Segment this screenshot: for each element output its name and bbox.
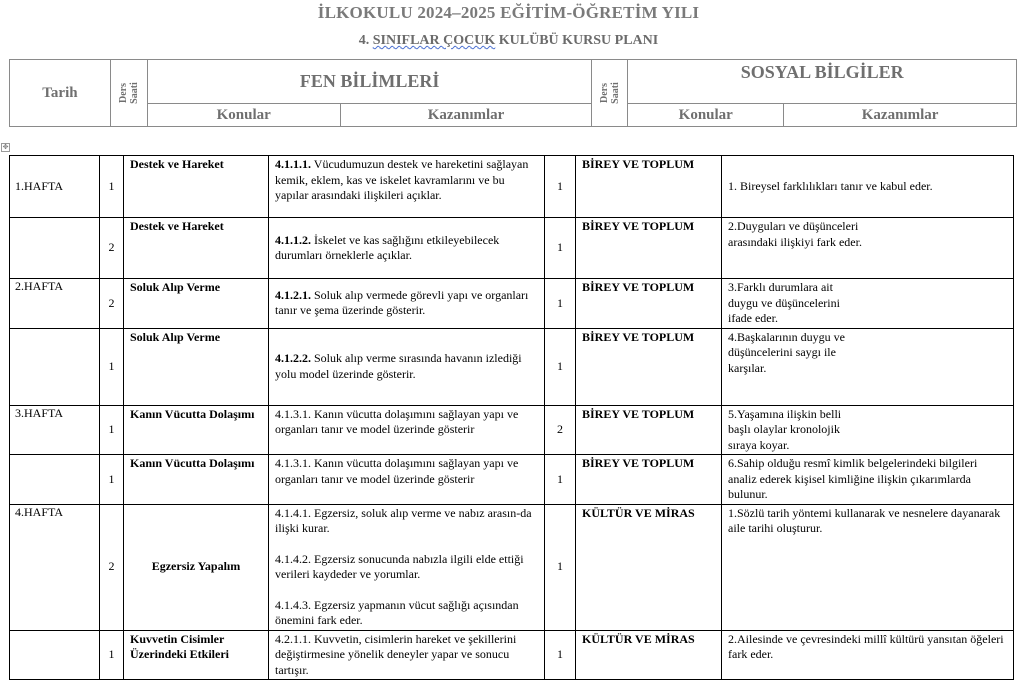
outcome-text: 4.1.3.1. Kanın vücutta dolaşımını sağlayan yapı ve organları tanır ve model üzerinde gösterir — [275, 406, 519, 436]
plan-table — [9, 155, 1014, 680]
social-topic-cell: KÜLTÜR VE MİRAS — [576, 504, 722, 630]
week-cell — [10, 328, 100, 405]
science-outcome-cell — [269, 455, 545, 505]
header-date: Tarih — [10, 60, 111, 127]
outcome-text: 4.1.4.1. Egzersiz, soluk alıp verme ve nabız arasın-da ilişki kurar. — [275, 505, 532, 535]
social-hours-cell: 1 — [545, 218, 576, 279]
header-science-topics: Konular — [147, 104, 340, 127]
header-social-topics: Konular — [628, 104, 784, 127]
social-hours-cell: 1 — [545, 504, 576, 630]
outcome-text: 4.1.4.3. Egzersiz yapmanın vücut sağlığı açısından önemini fark eder. — [275, 597, 519, 627]
social-outcome-cell: 6.Sahip olduğu resmî kimlik belgelerindeki bilgileri analiz ederek kişisel kimliğine ilişkin çıkarımlarda bulunur. — [722, 455, 1014, 505]
science-hours-cell: 1 — [100, 405, 124, 455]
social-hours-cell: 1 — [545, 455, 576, 505]
table-row — [10, 328, 1014, 405]
outcome-code: 4.1.1.1. — [275, 157, 311, 171]
science-hours-cell: 2 — [100, 504, 124, 630]
social-outcome-cell: 2.Duyguları ve düşünceleri arasındaki ilişkiyi fark eder. — [722, 218, 1014, 279]
outcome-code: 4.1.2.1. — [275, 287, 311, 302]
header-social: SOSYAL BİLGİLER — [628, 60, 1017, 104]
social-outcome-cell: 1. Bireysel farklılıkları tanır ve kabul eder. — [722, 156, 1014, 218]
science-topic-cell: Kuvvetin Cisimler Üzerindeki Etkileri — [124, 630, 269, 680]
science-outcome-cell — [269, 328, 545, 405]
social-hours-cell: 1 — [545, 279, 576, 329]
table-row — [10, 218, 1014, 279]
science-topic-cell: Soluk Alıp Verme — [124, 279, 269, 329]
science-topic-cell: Destek ve Hareket — [124, 156, 269, 218]
science-hours-cell: 2 — [100, 279, 124, 329]
social-topic-cell: BİREY VE TOPLUM — [576, 328, 722, 405]
subtitle-prefix: 4. — [358, 33, 370, 48]
week-cell: 2.HAFTA — [10, 279, 100, 329]
outcome-text: 4.2.1.1. Kuvvetin, cisimlerin hareket ve şekillerini değiştirmesine yönelik deneyler yapar ve sonucu tartışır. — [275, 631, 517, 677]
table-row — [10, 455, 1014, 505]
science-outcome-cell — [269, 405, 545, 455]
social-topic-cell: BİREY VE TOPLUM — [576, 156, 722, 218]
subtitle-suffix: KULÜBÜ KURSU PLANI — [498, 33, 659, 48]
week-cell: 3.HAFTA — [10, 405, 100, 455]
science-hours-cell: 1 — [100, 630, 124, 680]
social-outcome-cell: 4.Başkalarının duygu ve düşüncelerini saygı ile karşılar. — [722, 328, 1014, 405]
science-outcome-cell — [269, 156, 545, 218]
social-outcome-cell: 5.Yaşamına ilişkin belli başlı olaylar kronolojik sıraya koyar. — [722, 405, 1014, 455]
outcome-text: Soluk alıp vermede görevli yapı ve organları tanır ve şema üzerinde gösterir. — [275, 287, 529, 318]
social-topic-cell: KÜLTÜR VE MİRAS — [576, 630, 722, 680]
social-hours-cell: 2 — [545, 405, 576, 455]
science-topic-cell: Soluk Alıp Verme — [124, 328, 269, 405]
outcome-text: 4.1.4.2. Egzersiz sonucunda nabızla ilgili elde ettiği verileri kaydeder ve yorumlar. — [275, 551, 524, 581]
science-topic-cell: Kanın Vücutta Dolaşımı — [124, 405, 269, 455]
science-hours-cell: 2 — [100, 218, 124, 279]
outcome-text: İskelet ve kas sağlığını etkileyebilecek durumları örneklerle açıklar. — [275, 232, 500, 262]
outcome-text: 4.1.3.1. Kanın vücutta dolaşımını sağlayan yapı ve organları tanır ve model üzerinde gösterir — [275, 456, 519, 486]
header-table — [9, 59, 1017, 127]
science-topic-cell: Kanın Vücutta Dolaşımı — [124, 455, 269, 505]
table-row — [10, 279, 1014, 329]
outcome-text: Soluk alıp verme sırasında havanın izlediği yolu model üzerinde gösterir. — [275, 351, 522, 381]
science-outcome-cell — [269, 504, 545, 630]
week-cell: 4.HAFTA — [10, 504, 100, 630]
subtitle-underlined: SINIFLAR ÇOCUK — [372, 33, 496, 48]
science-topic-cell: Egzersiz Yapalım — [124, 504, 269, 630]
social-topic-cell: BİREY VE TOPLUM — [576, 405, 722, 455]
week-cell — [10, 630, 100, 680]
social-topic-cell: BİREY VE TOPLUM — [576, 218, 722, 279]
science-hours-cell: 1 — [100, 455, 124, 505]
table-row — [10, 156, 1014, 218]
header-science-outcomes: Kazanımlar — [340, 104, 592, 127]
social-outcome-cell: 3.Farklı durumlara ait duygu ve düşüncelerini ifade eder. — [722, 279, 1014, 329]
week-cell: 1.HAFTA — [10, 156, 100, 218]
table-row — [10, 504, 1014, 630]
outcome-text: Vücudumuzun destek ve hareketini sağlayan kemik, eklem, kas ve iskelet kavramlarını ve bu yapılar arasındaki ilişkileri açıklar. — [275, 157, 529, 202]
social-outcome-cell: 2.Ailesinde ve çevresindeki millî kültürü yansıtan öğeleri fark eder. — [722, 630, 1014, 680]
science-hours-cell: 1 — [100, 328, 124, 405]
science-hours-cell: 1 — [100, 156, 124, 218]
table-move-handle-icon[interactable]: ✥ — [2, 143, 9, 151]
social-hours-cell: 1 — [545, 328, 576, 405]
science-outcome-cell — [269, 630, 545, 680]
science-outcome-cell — [269, 279, 545, 329]
week-cell — [10, 218, 100, 279]
header-science: FEN BİLİMLERİ — [147, 60, 592, 104]
week-cell — [10, 455, 100, 505]
table-row — [10, 405, 1014, 455]
social-topic-cell: BİREY VE TOPLUM — [576, 455, 722, 505]
header-social-outcomes: Kazanımlar — [784, 104, 1017, 127]
social-hours-cell: 1 — [545, 630, 576, 680]
science-topic-cell: Destek ve Hareket — [124, 218, 269, 279]
social-topic-cell: BİREY VE TOPLUM — [576, 279, 722, 329]
header-social-hours: Ders Saati — [592, 60, 628, 127]
table-row — [10, 630, 1014, 680]
outcome-code: 4.1.2.2. — [275, 351, 311, 365]
document-title: İLKOKULU 2024–2025 EĞİTİM-ÖĞRETİM YILI — [317, 3, 700, 22]
outcome-code: 4.1.1.2. — [275, 232, 311, 247]
social-outcome-cell: 1.Sözlü tarih yöntemi kullanarak ve nesnelere dayanarak aile tarihi oluşturur. — [722, 504, 1014, 630]
science-outcome-cell — [269, 218, 545, 279]
document-subtitle — [0, 33, 1017, 49]
header-science-hours: Ders Saati — [110, 60, 147, 127]
social-hours-cell: 1 — [545, 156, 576, 218]
